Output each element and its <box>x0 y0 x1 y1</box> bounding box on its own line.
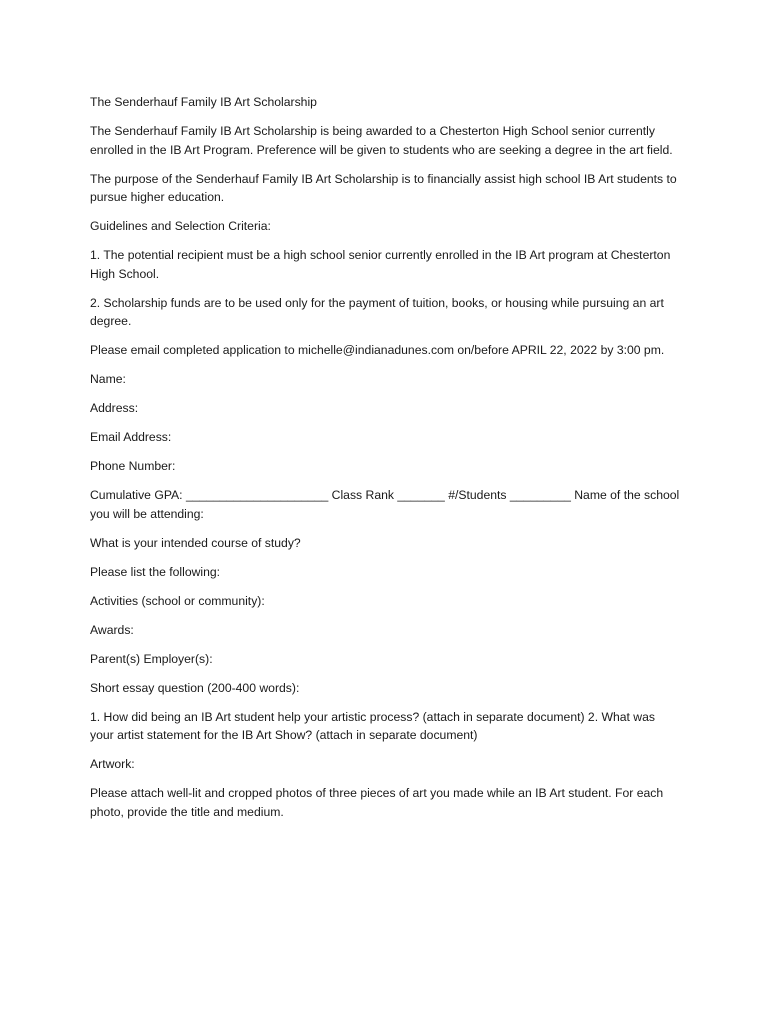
course-of-study-question: What is your intended course of study? <box>90 535 301 550</box>
essay-questions: 1. How did being an IB Art student help your artistic process? (attach in separate document) 2. What was your artist statement for the IB Art Show? (attach in separate document) <box>90 709 655 742</box>
list-following-label: Please list the following: <box>90 564 221 579</box>
awards-label: Awards: <box>90 622 134 637</box>
intro-paragraph: The Senderhauf Family IB Art Scholarship is being awarded to a Chesterton High School senior currently enrolled in the IB Art Program. Preference will be given to students who are seeking a degree in the art field. <box>90 124 673 157</box>
gpa-rank-school-line: Cumulative GPA: _____________________ Class Rank _______ #/Students _________ Name of the school you will be attending: <box>90 488 680 521</box>
essay-question-heading: Short essay question (200-400 words): <box>90 680 300 695</box>
purpose-paragraph: The purpose of the Senderhauf Family IB Art Scholarship is to financially assist high school IB Art students to pursue higher education. <box>90 171 677 204</box>
guidelines-heading: Guidelines and Selection Criteria: <box>90 219 271 233</box>
document-title: The Senderhauf Family IB Art Scholarship <box>90 95 317 109</box>
parent-employer-label: Parent(s) Employer(s): <box>90 651 213 666</box>
criterion-2: 2. Scholarship funds are to be used only for the payment of tuition, books, or housing while pursuing an art degree. <box>90 295 664 328</box>
criterion-1: 1. The potential recipient must be a high school senior currently enrolled in the IB Art program at Chesterton High School. <box>90 248 671 281</box>
activities-label: Activities (school or community): <box>90 593 265 608</box>
document-page <box>90 93 680 832</box>
artwork-instructions: Please attach well-lit and cropped photos of three pieces of art you made while an IB Art student. For each photo, provide the title and medium. <box>90 786 664 819</box>
name-label: Name: <box>90 372 126 386</box>
submission-instructions: Please email completed application to michelle@indianadunes.com on/before APRIL 22, 2022 by 3:00 pm. <box>90 343 665 357</box>
phone-number-label: Phone Number: <box>90 459 176 473</box>
address-label: Address: <box>90 401 139 415</box>
artwork-heading: Artwork: <box>90 757 135 771</box>
email-address-label: Email Address: <box>90 430 172 444</box>
